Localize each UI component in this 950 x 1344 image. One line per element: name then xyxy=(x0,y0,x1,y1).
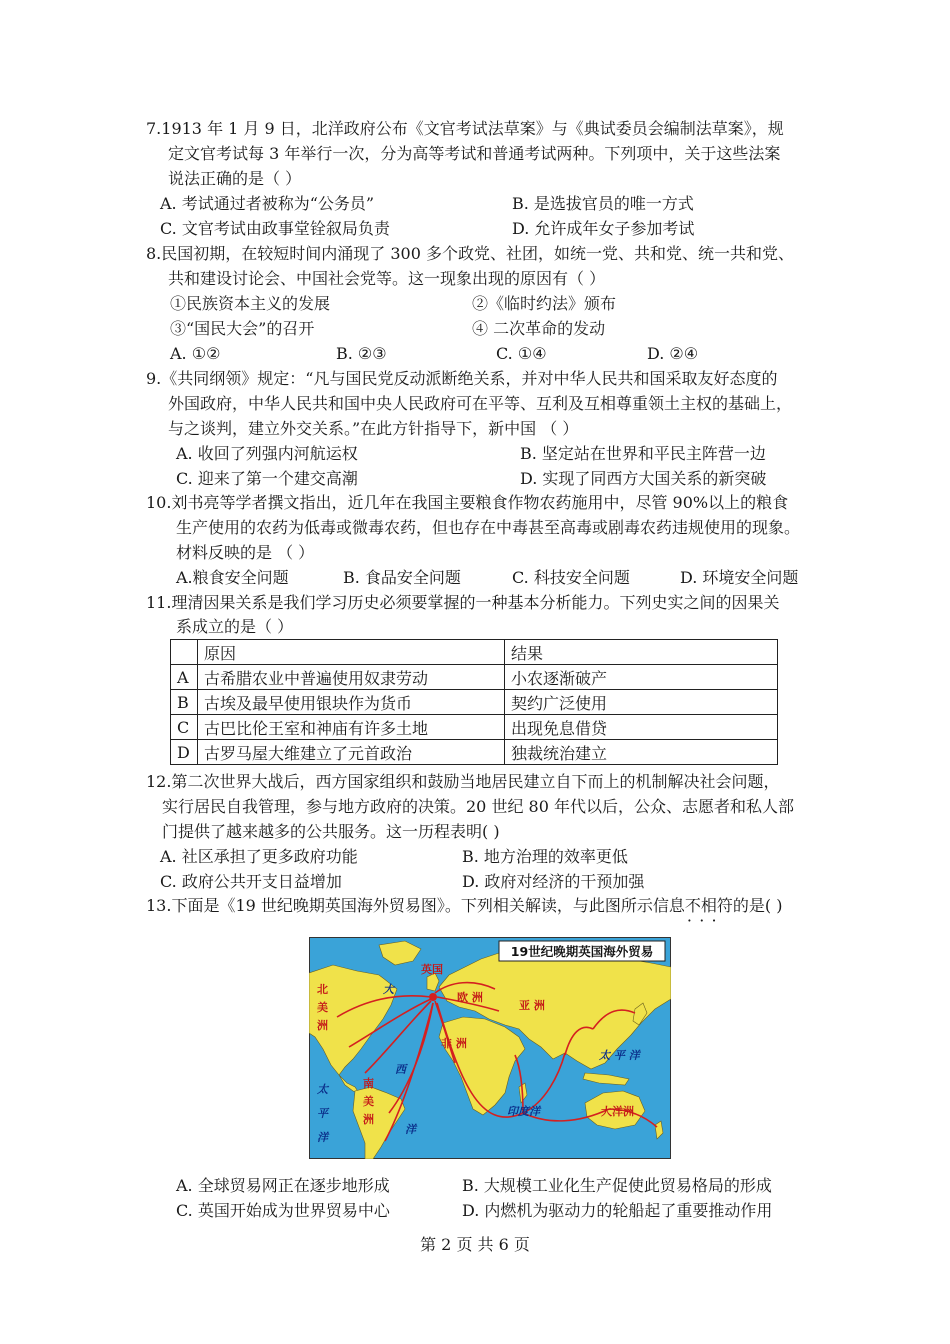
q11-stem-line-2: 系成立的是（ ） xyxy=(176,617,294,636)
q8-item-1: ①民族资本主义的发展 xyxy=(170,294,331,313)
q8-item-4: ④ 二次革命的发动 xyxy=(472,319,606,338)
q8-option-c: C. ①④ xyxy=(496,344,547,363)
q7-stem-line-1: 7.1913 年 1 月 9 日，北洋政府公布《文官考试法草案》与《典试委员会编制法草案》，规 xyxy=(146,119,784,138)
label-north-america-1: 北 xyxy=(317,983,328,996)
table-header-cell: 结果 xyxy=(505,640,778,665)
q10-option-b: B. 食品安全问题 xyxy=(343,568,461,587)
label-south-america-2: 美 xyxy=(363,1095,374,1108)
label-atlantic-2: 西 xyxy=(395,1063,406,1076)
q10-option-d: D. 环境安全问题 xyxy=(680,568,799,587)
table-header-row xyxy=(171,640,778,665)
label-atlantic-3: 洋 xyxy=(405,1123,416,1136)
q13-option-c: C. 英国开始成为世界贸易中心 xyxy=(176,1201,390,1220)
q13-stem-line xyxy=(146,895,783,917)
table-cell: A xyxy=(171,665,198,690)
label-south-america-1: 南 xyxy=(363,1077,374,1090)
table-header-cell: 原因 xyxy=(198,640,505,665)
q9-stem-line-2: 外国政府，中华人民共和国中央人民政府可在平等、互利及互相尊重领土主权的基础上， xyxy=(168,394,793,413)
q12-stem-line-3: 门提供了越来越多的公共服务。这一历程表明( ) xyxy=(162,822,500,841)
q9-option-b: B. 坚定站在世界和平民主阵营一边 xyxy=(520,444,766,463)
table-cell: 独裁统治建立 xyxy=(505,740,778,765)
q10-stem-line-1: 10.刘书亮等学者撰文指出，近几年在我国主要粮食作物农药施用中，尽管 90%以上的粮食 xyxy=(146,493,789,512)
q7-stem-line-3: 说法正确的是（ ） xyxy=(168,169,302,188)
q10-stem-line-3: 材料反映的是 （ ） xyxy=(176,543,315,562)
table-cell: B xyxy=(171,690,198,715)
q9-option-d: D. 实现了同西方大国关系的新突破 xyxy=(520,469,767,488)
q10-option-a: A.粮食安全问题 xyxy=(176,568,289,587)
table-cell: 古罗马屋大维建立了元首政治 xyxy=(198,740,505,765)
label-asia: 亚 洲 xyxy=(519,999,545,1012)
label-pacific-e: 太 平 洋 xyxy=(599,1049,640,1062)
table-cell: C xyxy=(171,715,198,740)
q13-emphasis-text: 不相符 · · · xyxy=(685,896,733,915)
cause-effect-table xyxy=(170,639,778,765)
q10-option-c: C. 科技安全问题 xyxy=(512,568,630,587)
label-oceania: 大洋洲 xyxy=(601,1105,634,1118)
q13-option-a: A. 全球贸易网正在逐步地形成 xyxy=(176,1176,390,1195)
table-cell: D xyxy=(171,740,198,765)
q13-stem-pre: 13.下面是《19 世纪晚期英国海外贸易图》。下列相关解读，与此图所示信息 xyxy=(146,896,685,915)
table-cell: 古希腊农业中普遍使用奴隶劳动 xyxy=(198,665,505,690)
map-title: 19世纪晚期英国海外贸易 xyxy=(510,944,654,959)
q12-option-d: D. 政府对经济的干预加强 xyxy=(462,872,645,891)
page-footer: 第 2 页 共 6 页 xyxy=(420,1235,530,1254)
table-row xyxy=(171,715,778,740)
table-row xyxy=(171,740,778,765)
table-header-cell xyxy=(171,640,198,665)
q8-stem-line-1: 8.民国初期，在较短时间内涌现了 300 多个政党、社团，如统一党、共和党、统一共和党、 xyxy=(146,244,794,263)
q11-stem-line-1: 11.理清因果关系是我们学习历史必须要掌握的一种基本分析能力。下列史实之间的因果关 xyxy=(146,593,780,612)
table-cell: 契约广泛使用 xyxy=(505,690,778,715)
q7-option-b: B. 是选拔官员的唯一方式 xyxy=(512,194,694,213)
table-cell: 古巴比伦王室和神庙有许多土地 xyxy=(198,715,505,740)
label-pacific-w-1: 太 xyxy=(317,1083,328,1096)
label-europe: 欧 洲 xyxy=(457,991,483,1004)
label-north-america-3: 洲 xyxy=(317,1019,328,1032)
label-britain: 英国 xyxy=(421,963,443,976)
q10-stem-line-2: 生产使用的农药为低毒或微毒农药，但也存在中毒甚至高毒或剧毒农药违规使用的现象。 xyxy=(176,518,801,537)
q13-option-d: D. 内燃机为驱动力的轮船起了重要推动作用 xyxy=(462,1201,773,1220)
label-south-america-3: 洲 xyxy=(363,1113,374,1126)
q8-option-a: A. ①② xyxy=(170,344,221,363)
q12-stem-line-2: 实行居民自我管理，参与地方政府的决策。20 世纪 80 年代以后，公众、志愿者和私人部 xyxy=(162,797,794,816)
q8-stem-line-2: 共和建设讨论会、中国社会党等。这一现象出现的原因有（ ） xyxy=(168,269,606,288)
q9-option-c: C. 迎来了第一个建交高潮 xyxy=(176,469,358,488)
table-row xyxy=(171,690,778,715)
q7-option-c: C. 文官考试由政事堂铨叙局负责 xyxy=(160,219,390,238)
table-cell: 小农逐渐破产 xyxy=(505,665,778,690)
label-atlantic-1: 大 xyxy=(383,983,394,996)
label-north-america-2: 美 xyxy=(317,1001,328,1014)
q8-item-2: ②《临时约法》颁布 xyxy=(472,294,617,313)
label-indian-ocean: 印度洋 xyxy=(507,1105,540,1118)
table-cell: 出现免息借贷 xyxy=(505,715,778,740)
label-pacific-w-2: 平 xyxy=(317,1107,328,1120)
label-africa: 非 洲 xyxy=(441,1037,467,1050)
q12-option-b: B. 地方治理的效率更低 xyxy=(462,847,628,866)
britain-marker xyxy=(429,993,437,1001)
q7-option-d: D. 允许成年女子参加考试 xyxy=(512,219,695,238)
q7-option-a: A. 考试通过者被称为“公务员” xyxy=(160,194,375,213)
q9-stem-line-1: 9.《共同纲领》规定：“凡与国民党反动派断绝关系，并对中华人民共和国采取友好态度的 xyxy=(146,369,778,388)
q13-option-b: B. 大规模工业化生产促使此贸易格局的形成 xyxy=(462,1176,772,1195)
q9-option-a: A. 收回了列强内河航运权 xyxy=(176,444,358,463)
trade-map xyxy=(309,937,671,1159)
q12-option-a: A. 社区承担了更多政府功能 xyxy=(160,847,358,866)
table-row xyxy=(171,665,778,690)
table-cell: 古埃及最早使用银块作为货币 xyxy=(198,690,505,715)
q8-option-d: D. ②④ xyxy=(647,344,699,363)
q8-option-b: B. ②③ xyxy=(336,344,387,363)
q12-option-c: C. 政府公共开支日益增加 xyxy=(160,872,342,891)
q12-stem-line-1: 12.第二次世界大战后，西方国家组织和鼓励当地居民建立自下而上的机制解决社会问题， xyxy=(146,772,780,791)
label-pacific-w-3: 洋 xyxy=(317,1131,328,1144)
q7-stem-line-2: 定文官考试每 3 年举行一次，分为高等考试和普通考试两种。下列项中，关于这些法案 xyxy=(168,144,781,163)
q9-stem-line-3: 与之谈判，建立外交关系。”在此方针指导下，新中国 （ ） xyxy=(168,419,579,438)
q8-item-3: ③“国民大会”的召开 xyxy=(170,319,315,338)
q13-stem-post: 的是( ) xyxy=(732,896,783,915)
